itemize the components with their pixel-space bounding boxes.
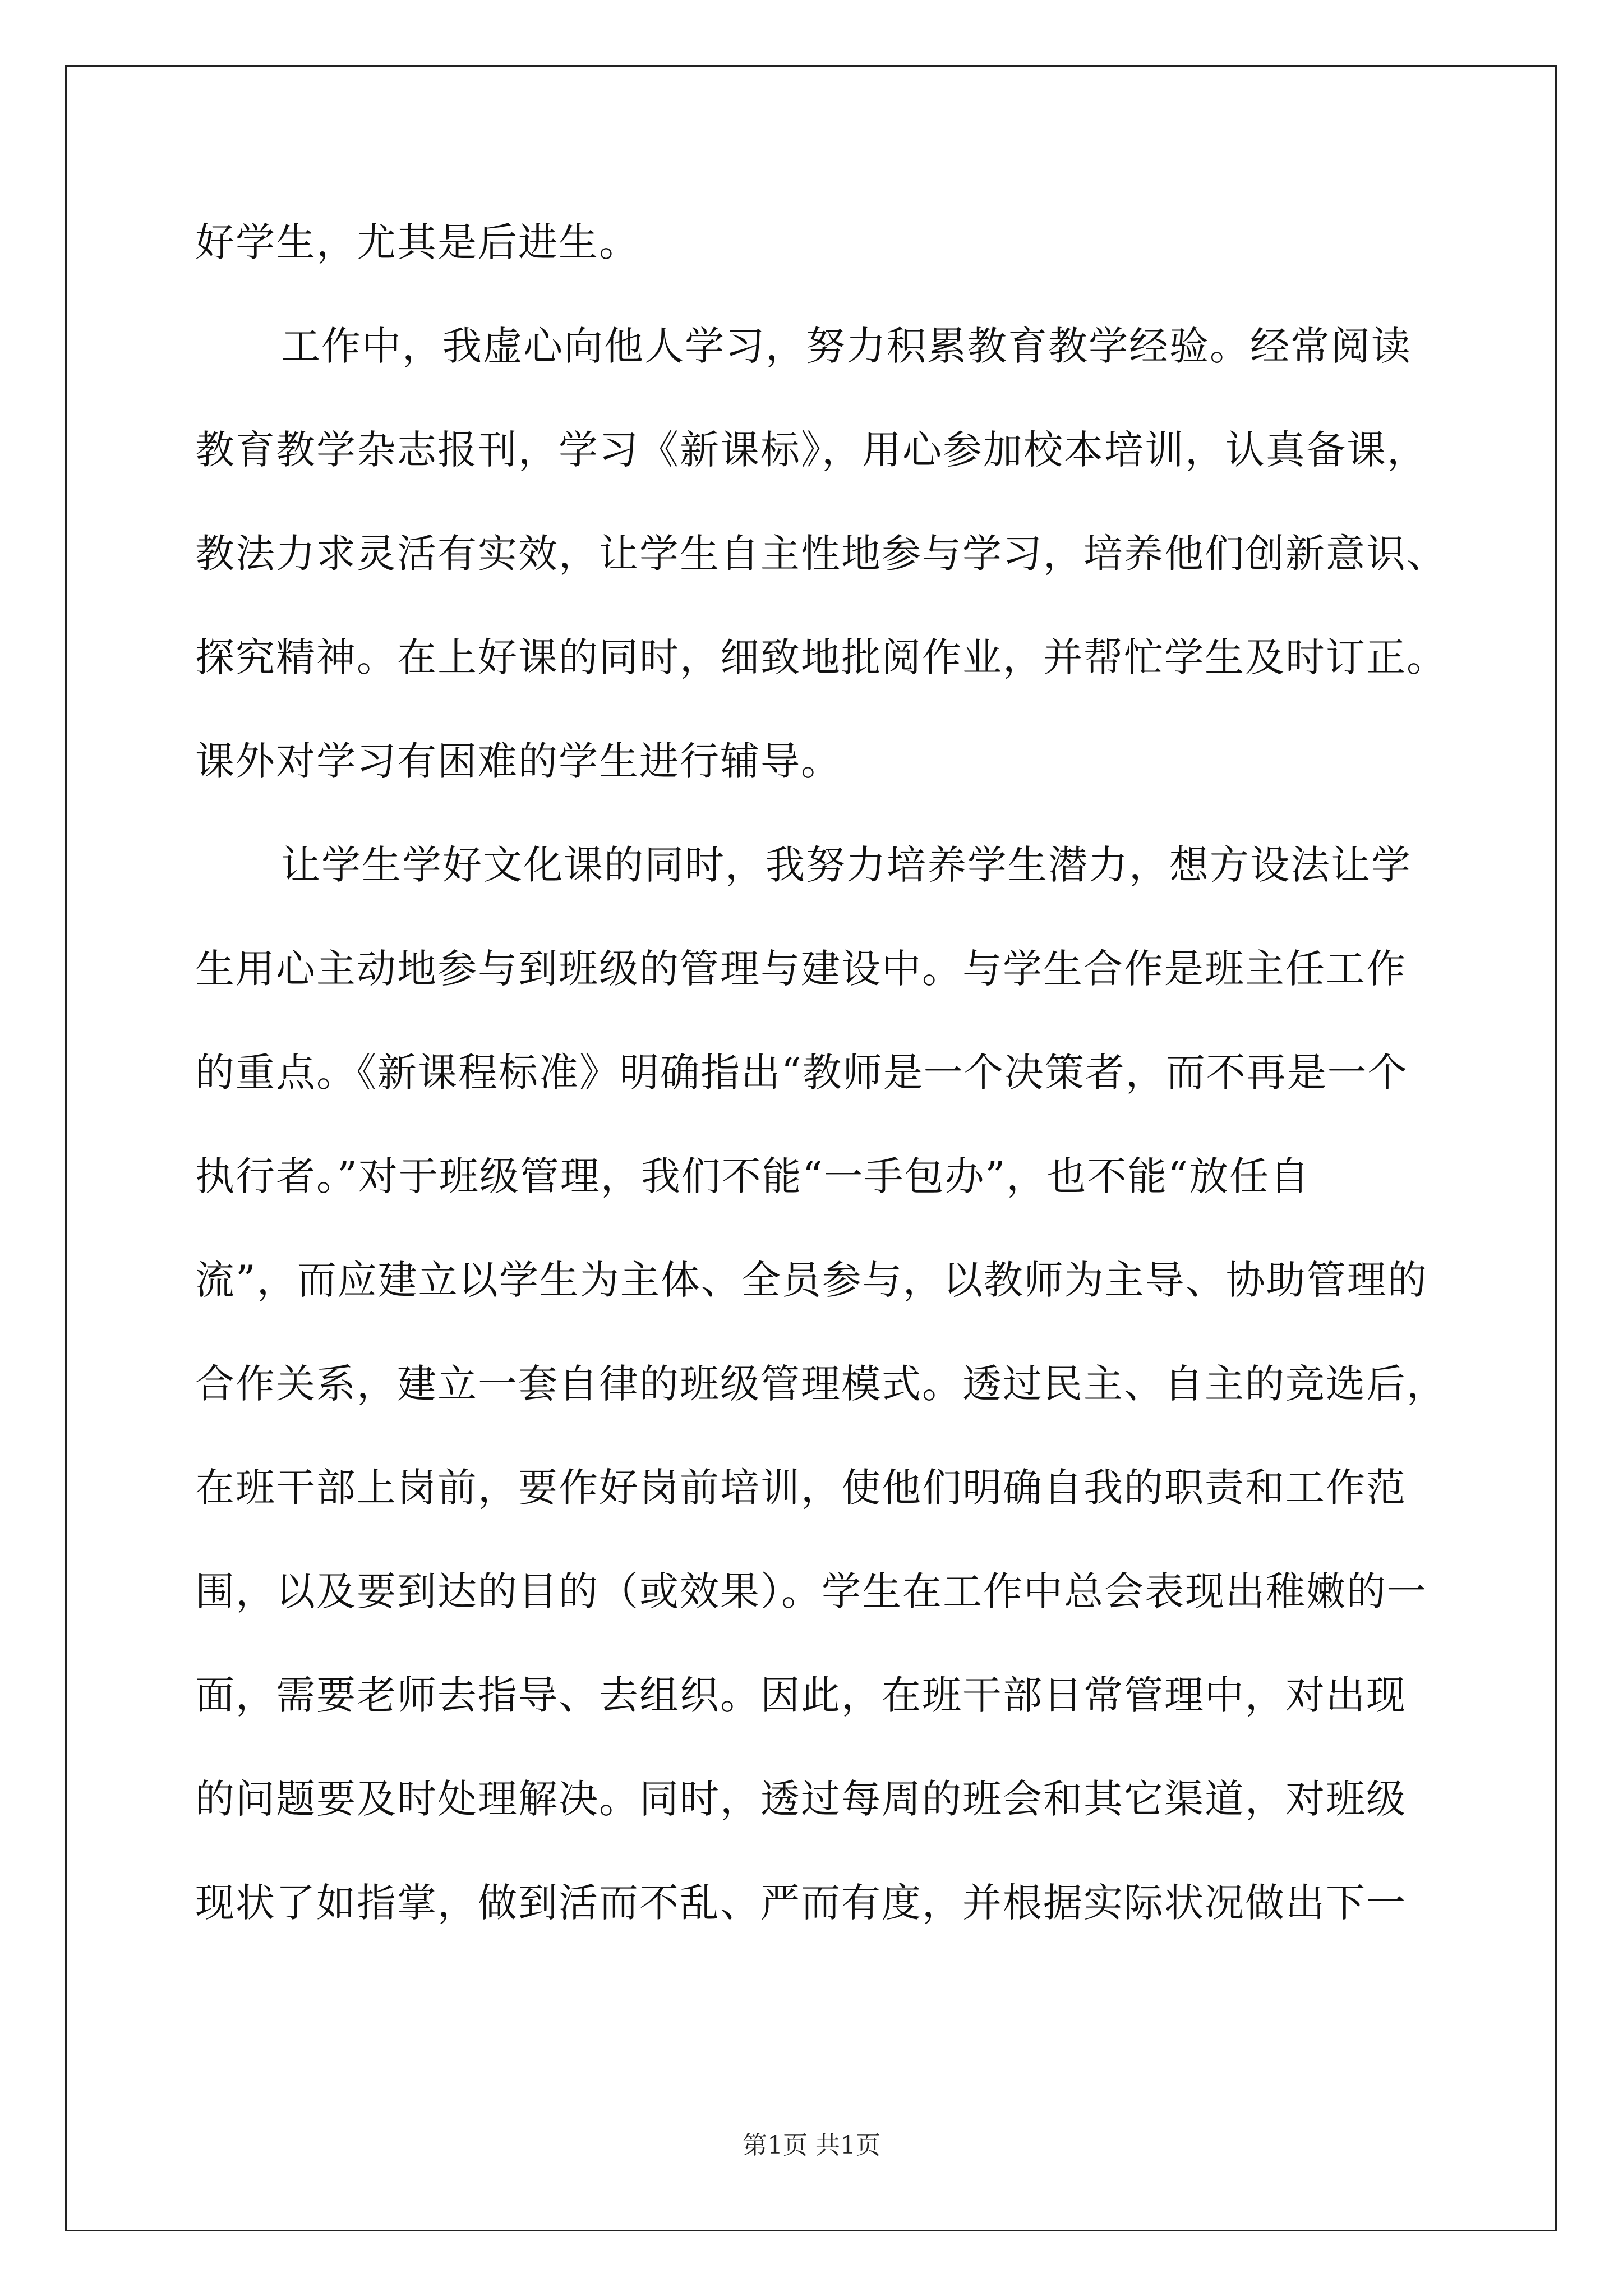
text-line: 教法力求灵活有实效，让学生自主性地参与学习，培养他们创新意识、 [195, 531, 1447, 577]
text-line: 探究精神。在上好课的同时，细致地批阅作业，并帮忙学生及时订正。 [195, 634, 1447, 680]
text-line: 生用心主动地参与到班级的管理与建设中。与学生合作是班主任工作 [195, 946, 1407, 992]
text-line: 好学生，尤其是后进生。 [195, 219, 639, 265]
text-line: 工作中，我虚心向他人学习，努力积累教育教学经验。经常阅读 [281, 323, 1412, 369]
text-line: 流”，而应建立以学生为主体、全员参与，以教师为主导、协助管理的 [195, 1257, 1428, 1303]
text-line: 让学生学好文化课的同时，我努力培养学生潜力，想方设法让学 [281, 842, 1412, 888]
text-line: 执行者。”对于班级管理，我们不能“一手包办”，也不能“放任自 [195, 1153, 1311, 1199]
text-line: 现状了如指掌，做到活而不乱、严而有度，并根据实际状况做出下一 [195, 1880, 1407, 1926]
text-line: 的问题要及时处理解决。同时，透过每周的班会和其它渠道，对班级 [195, 1776, 1407, 1822]
text-line: 的重点。《新课程标准》明确指出“教师是一个决策者，而不再是一个 [195, 1050, 1408, 1096]
text-line: 课外对学习有困难的学生进行辅导。 [195, 738, 841, 784]
text-line: 在班干部上岗前，要作好岗前培训，使他们明确自我的职责和工作范 [195, 1465, 1407, 1511]
page-footer: 第1页 共1页 [743, 2131, 880, 2160]
text-line: 围，以及要到达的目的（或效果）。学生在工作中总会表现出稚嫩的一 [195, 1568, 1427, 1614]
text-line: 合作关系，建立一套自律的班级管理模式。透过民主、自主的竞选后， [195, 1361, 1447, 1407]
text-line: 教育教学杂志报刊，学习《新课标》，用心参加校本培训，认真备课， [195, 427, 1427, 473]
text-line: 面，需要老师去指导、去组织。因此，在班干部日常管理中，对出现 [195, 1672, 1407, 1718]
